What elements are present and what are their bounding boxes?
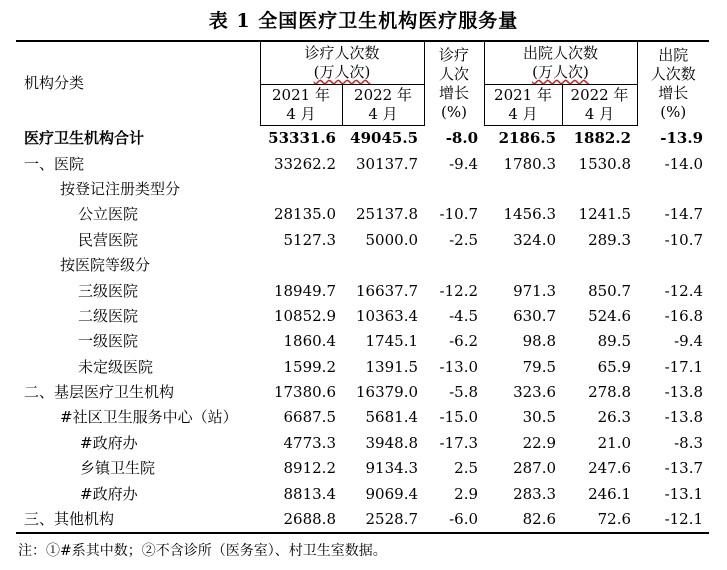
cell-v2022: 30137.7	[355, 154, 419, 173]
cell-vgrowth: -8.0	[445, 128, 479, 147]
cell-d2022: 21.0	[597, 433, 632, 452]
cell-dgrowth: -16.8	[664, 306, 704, 325]
cell-dgrowth	[637, 177, 709, 202]
cell-dgrowth: -10.7	[664, 230, 704, 249]
cell-d2021: 1780.3	[503, 154, 557, 173]
cell-d2022: 26.3	[597, 408, 632, 427]
cell-d2022	[562, 253, 637, 278]
visits-2021-header	[260, 85, 342, 126]
table-title: 表 1 全国医疗卫生机构医疗服务量	[208, 10, 519, 32]
cell-d2022: 278.8	[588, 383, 632, 402]
cell-vgrowth: -5.8	[449, 383, 479, 402]
discharge-group-header	[484, 41, 637, 85]
cell-d2022: 65.9	[597, 357, 632, 376]
cell-d2021: 630.7	[513, 306, 557, 325]
cell-d2022: 247.6	[588, 459, 632, 478]
table-row	[16, 228, 709, 253]
cell-vgrowth: -13.0	[439, 357, 479, 376]
discharge-growth-header	[637, 41, 709, 126]
cell-d2022: 1530.8	[578, 154, 632, 173]
cell-v2021: 10852.9	[273, 306, 336, 325]
cell-dgrowth: -13.9	[660, 128, 704, 147]
cell-vgrowth: -2.5	[449, 230, 479, 249]
visits-growth-line2: 人次	[439, 64, 470, 83]
table-row	[16, 405, 709, 430]
discharge-2022-header	[562, 85, 637, 126]
cell-v2022: 9069.4	[365, 484, 419, 503]
cell-vgrowth: -4.5	[449, 306, 479, 325]
table-row	[16, 253, 709, 278]
cell-v2022: 9134.3	[365, 459, 419, 478]
table-row	[16, 202, 709, 227]
cell-d2021: 283.3	[513, 484, 557, 503]
table-row	[16, 329, 709, 354]
discharge-2021-header	[484, 85, 562, 126]
table-row	[16, 278, 709, 303]
discharge-growth-line3: 增长	[658, 83, 689, 102]
cell-v2021: 6687.5	[283, 408, 336, 427]
visits-group-line1: 诊疗人次数	[304, 44, 380, 62]
table-row	[16, 431, 709, 456]
cell-v2021: 17380.6	[273, 383, 336, 402]
table-row	[16, 177, 709, 202]
row-label: 一、医院	[24, 154, 85, 173]
cell-dgrowth: -9.4	[674, 332, 704, 351]
cell-d2021: 82.6	[484, 507, 562, 533]
cell-d2021: 324.0	[513, 230, 557, 249]
cell-d2022: 524.6	[588, 306, 632, 325]
cell-vgrowth: -6.0	[424, 507, 484, 533]
visits-2021-month: 4 月	[286, 105, 316, 123]
cell-d2022: 72.6	[562, 507, 637, 533]
table-row	[16, 355, 709, 380]
cell-d2021: 1456.3	[503, 205, 557, 224]
cell-v2021: 33262.2	[273, 154, 336, 173]
table-row	[16, 456, 709, 481]
row-label: 二、基层医疗卫生机构	[24, 383, 175, 402]
cell-d2022: 246.1	[588, 484, 632, 503]
cell-dgrowth: -8.3	[674, 433, 704, 452]
visits-growth-line4: (%)	[441, 102, 467, 121]
discharge-2021-month: 4 月	[508, 105, 538, 123]
cell-dgrowth: -13.8	[664, 408, 704, 427]
cell-dgrowth: -13.7	[664, 459, 704, 478]
discharge-growth-line4: (%)	[660, 102, 687, 121]
cell-d2021	[484, 253, 562, 278]
row-label: 三级医院	[78, 281, 139, 300]
row-label: 三、其他机构	[16, 507, 260, 533]
medical-service-table	[16, 40, 709, 534]
row-label: #政府办	[80, 433, 138, 452]
cell-vgrowth: -12.2	[439, 281, 479, 300]
visits-growth-header	[424, 41, 484, 126]
cell-dgrowth: -17.1	[664, 357, 704, 376]
cell-d2021: 287.0	[513, 459, 557, 478]
cell-v2022: 2528.7	[342, 507, 424, 533]
cell-v2021	[260, 177, 342, 202]
table-row	[16, 151, 709, 176]
cell-dgrowth: -12.4	[664, 281, 704, 300]
cell-vgrowth	[424, 253, 484, 278]
table-row	[16, 507, 709, 533]
cell-v2022: 3948.8	[365, 433, 419, 452]
cell-d2021: 2186.5	[498, 129, 557, 148]
discharge-2022-year: 2022 年	[570, 86, 629, 104]
cell-d2022: 89.5	[597, 332, 632, 351]
cell-v2022: 16379.0	[355, 383, 419, 402]
table-row	[16, 481, 709, 506]
cell-v2022: 25137.8	[355, 205, 419, 224]
cell-d2021: 971.3	[513, 281, 557, 300]
cell-v2022: 1391.5	[365, 357, 419, 376]
table-row	[16, 304, 709, 329]
visits-growth-line1: 诊疗	[439, 45, 470, 64]
discharge-growth-line1: 出院	[658, 45, 689, 64]
cell-vgrowth: -9.4	[449, 154, 479, 173]
visits-2022-header	[342, 85, 424, 126]
cell-v2022: 5000.0	[365, 230, 419, 249]
discharge-group-line2: (万人次)	[532, 63, 589, 81]
cell-v2022	[342, 253, 424, 278]
row-label: 乡镇卫生院	[80, 459, 156, 478]
row-label: 二级医院	[78, 306, 139, 325]
cell-v2021: 18949.7	[273, 281, 336, 300]
cell-v2021: 53331.6	[268, 129, 336, 148]
row-label: 一级医院	[78, 332, 139, 351]
cell-d2021: 323.6	[513, 383, 557, 402]
visits-2022-year: 2022 年	[354, 86, 412, 104]
discharge-2022-month: 4 月	[584, 105, 615, 123]
cell-v2022: 16637.7	[355, 281, 419, 300]
cell-v2022: 1745.1	[365, 332, 419, 351]
cell-v2021: 8912.2	[283, 459, 336, 478]
row-label: #政府办	[80, 484, 138, 503]
table-note: 注：①#系其中数；②不含诊所（医务室）、村卫生室数据。	[18, 543, 387, 559]
table-header	[16, 41, 709, 126]
cell-dgrowth	[637, 253, 709, 278]
cell-v2021: 5127.3	[283, 230, 336, 249]
cell-v2022: 49045.5	[350, 129, 419, 148]
cell-dgrowth: -13.1	[664, 484, 704, 503]
row-label: 公立医院	[78, 205, 139, 224]
cell-dgrowth: -14.7	[664, 205, 704, 224]
cell-v2021: 28135.0	[273, 205, 336, 224]
cell-dgrowth: -12.1	[637, 507, 709, 533]
cell-dgrowth: -13.8	[664, 383, 704, 402]
cell-v2021: 8813.4	[283, 484, 336, 503]
discharge-group-line1: 出院人次数	[523, 44, 599, 62]
visits-group-header	[260, 41, 424, 85]
visits-2021-year: 2021 年	[272, 86, 330, 104]
row-label: #社区卫生服务中心（站）	[60, 408, 238, 427]
cell-v2022: 10363.4	[355, 306, 419, 325]
cell-d2022: 850.7	[588, 281, 632, 300]
row-label: 医疗卫生机构合计	[24, 128, 145, 147]
cell-d2022: 289.3	[588, 230, 632, 249]
visits-2022-month: 4 月	[368, 105, 398, 123]
cell-d2021: 79.5	[522, 357, 557, 376]
cell-vgrowth: 2.9	[454, 484, 479, 503]
cell-d2022	[562, 177, 637, 202]
cell-v2021	[260, 253, 342, 278]
visits-growth-line3: 增长	[439, 83, 470, 102]
row-label: 民营医院	[78, 230, 139, 249]
cell-vgrowth: -15.0	[439, 408, 479, 427]
row-label: 按登记注册类型分	[60, 179, 181, 198]
cell-v2021: 2688.8	[260, 507, 342, 533]
category-header: 机构分类	[24, 74, 85, 93]
row-label: 未定级医院	[78, 357, 154, 376]
cell-vgrowth: -6.2	[449, 332, 479, 351]
cell-d2021: 22.9	[522, 433, 557, 452]
cell-dgrowth: -14.0	[664, 154, 704, 173]
cell-v2021: 4773.3	[283, 433, 336, 452]
table-row	[16, 126, 709, 152]
cell-d2021	[484, 177, 562, 202]
cell-v2022: 5681.4	[365, 408, 419, 427]
cell-d2022: 1882.2	[573, 129, 632, 148]
cell-d2022: 1241.5	[578, 205, 632, 224]
cell-vgrowth: 2.5	[454, 459, 479, 478]
cell-v2021: 1599.2	[283, 357, 336, 376]
cell-d2021: 30.5	[522, 408, 557, 427]
discharge-2021-year: 2021 年	[494, 86, 552, 104]
cell-v2022	[342, 177, 424, 202]
table-row	[16, 380, 709, 405]
row-label: 按医院等级分	[60, 256, 151, 275]
cell-v2021: 1860.4	[283, 332, 336, 351]
cell-vgrowth: -17.3	[439, 433, 479, 452]
table-body	[16, 126, 709, 534]
discharge-growth-line2: 人次数	[650, 64, 696, 83]
cell-d2021: 98.8	[522, 332, 557, 351]
visits-group-line2: (万人次)	[313, 63, 371, 81]
cell-vgrowth	[424, 177, 484, 202]
cell-vgrowth: -10.7	[439, 205, 479, 224]
